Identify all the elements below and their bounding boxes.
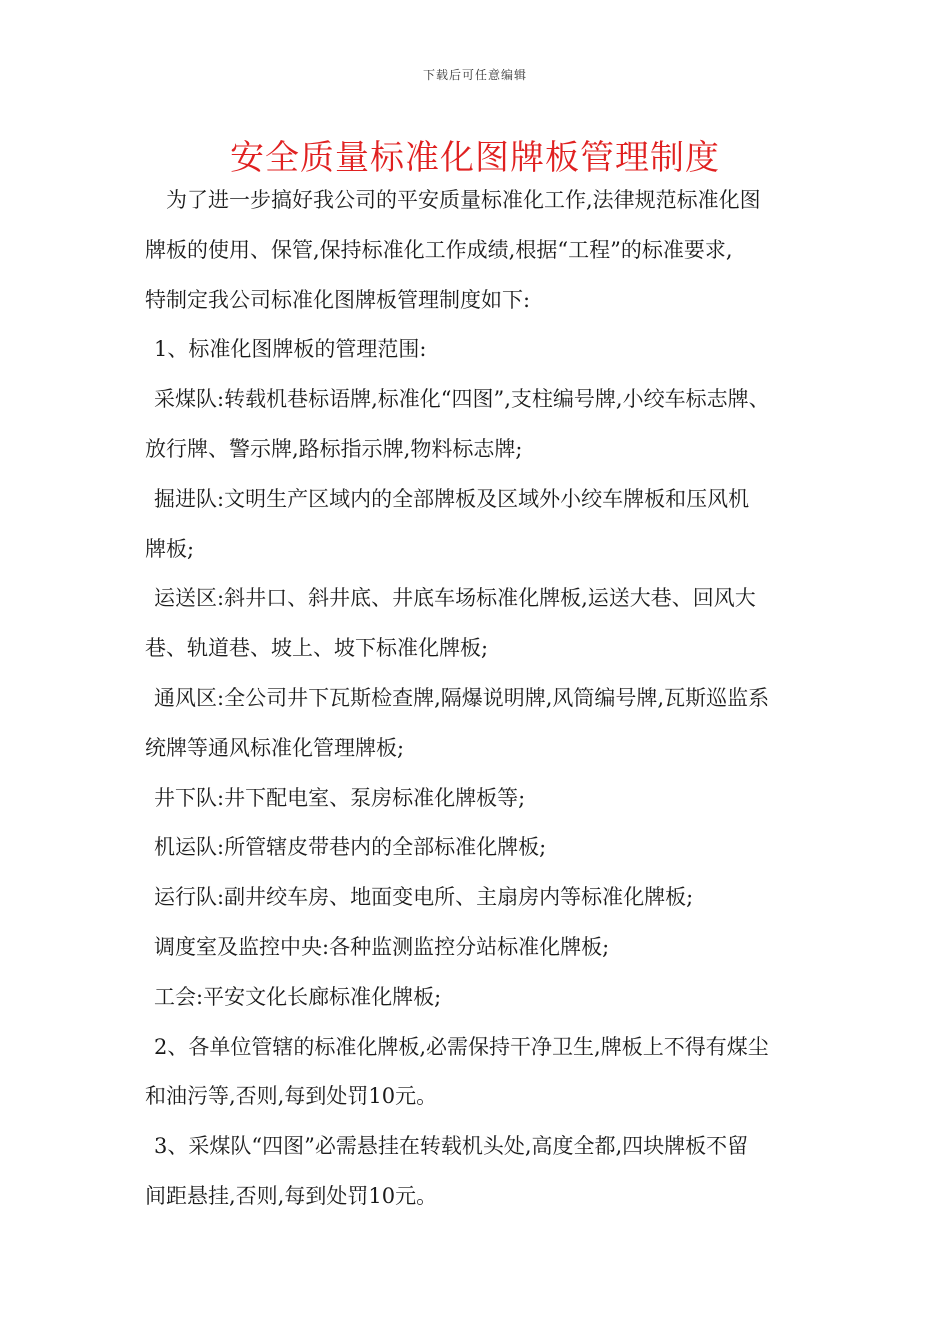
- paragraph-line: 巷、轨道巷、坡上、坡下标准化牌板;: [145, 636, 489, 661]
- paragraph-line: 运行队:副井绞车房、地面变电所、主扇房内等标准化牌板;: [154, 885, 694, 910]
- paragraph-line: 统牌等通风标准化管理牌板;: [145, 735, 405, 760]
- document-title: 安全质量标准化图牌板管理制度: [230, 138, 720, 178]
- paragraph-line: 机运队:所管辖皮带巷内的全部标准化牌板;: [154, 835, 547, 860]
- paragraph-line: 放行牌、警示牌,路标指示牌,物料标志牌;: [145, 436, 523, 461]
- document-body: [145, 180, 825, 1226]
- paragraph-line: 间距悬挂,否则,每到处罚10元。: [145, 1183, 438, 1208]
- paragraph-line: 采煤队:转载机巷标语牌,标准化“四图”,支柱编号牌,小绞车标志牌、: [154, 387, 770, 412]
- paragraph-line: 工会:平安文化长廊标准化牌板;: [154, 984, 442, 1009]
- paragraph-line: 特制定我公司标准化图牌板管理制度如下:: [145, 287, 531, 312]
- paragraph-line: 通风区:全公司井下瓦斯检查牌,隔爆说明牌,风筒编号牌,瓦斯巡监系: [154, 685, 770, 710]
- section-heading: 1、标准化图牌板的管理范围:: [154, 337, 427, 362]
- section-heading: 2、各单位管辖的标准化牌板,必需保持干净卫生,牌板上不得有煤尘: [154, 1034, 769, 1059]
- paragraph-line: 为了进一步搞好我公司的平安质量标准化工作,法律规范标准化图: [166, 188, 761, 212]
- paragraph-line: 和油污等,否则,每到处罚10元。: [145, 1084, 438, 1109]
- paragraph-line: 掘进队:文明生产区域内的全部牌板及区域外小绞车牌板和压风机: [154, 486, 750, 511]
- paragraph-line: 牌板的使用、保管,保持标准化工作成绩,根据“工程”的标准要求,: [145, 237, 733, 262]
- section-heading: 3、采煤队“四图”必需悬挂在转载机头处,高度全都,四块牌板不留: [154, 1134, 749, 1159]
- paragraph-line: 运送区:斜井口、斜井底、井底车场标准化牌板,运送大巷、回风大: [154, 586, 756, 611]
- paragraph-line: 牌板;: [145, 536, 195, 561]
- paragraph-line: 井下队:井下配电室、泵房标准化牌板等;: [154, 785, 526, 810]
- paragraph-line: 调度室及监控中央:各种监测监控分站标准化牌板;: [154, 934, 610, 959]
- download-note: 下载后可任意编辑: [422, 68, 527, 82]
